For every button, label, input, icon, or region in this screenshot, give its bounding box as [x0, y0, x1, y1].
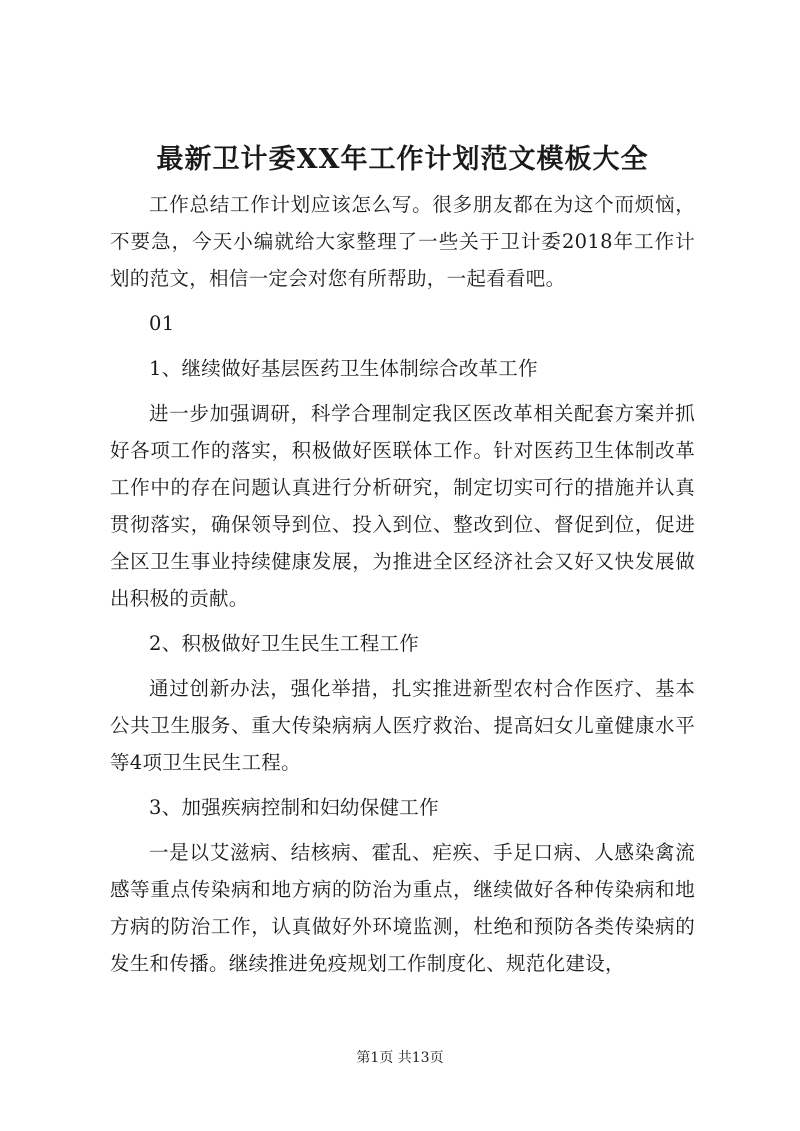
section-number: 01: [149, 312, 175, 335]
document-title: 最新卫计委XX年工作计划范文模板大全: [156, 144, 649, 175]
section-heading-3: 3、加强疾病控制和妇幼保健工作: [149, 796, 439, 819]
section-heading-2: 2、积极做好卫生民生工程工作: [149, 632, 420, 655]
page-footer: 第1页 共13页: [356, 1050, 444, 1066]
section-body-2: 通过创新办法，强化举措，扎实推进新型农村合作医疗、基本公共卫生服务、重大传染病病人医疗救治、提高妇女儿童健康水平等4项卫生民生工程。: [110, 677, 695, 774]
intro-paragraph: 工作总结工作计划应该怎么写。很多朋友都在为这个而烦恼，不要急，今天小编就给大家整理了一些关于卫计委2018年工作计划的范文，相信一定会对您有所帮助，一起看看吧。: [110, 193, 695, 290]
section-heading-1: 1、继续做好基层医药卫生体制综合改革工作: [149, 357, 538, 380]
document-page: [110, 138, 695, 990]
section-body-3: 一是以艾滋病、结核病、霍乱、疟疾、手足口病、人感染禽流感等重点传染病和地方病的防治为重点，继续做好各种传染病和地方病的防治工作，认真做好外环境监测，杜绝和预防各类传染病的发生和传播。继续推进免疫规划工作制度化、规范化建设，: [110, 841, 695, 975]
section-body-1: 进一步加强调研，科学合理制定我区医改革相关配套方案并抓好各项工作的落实，积极做好医联体工作。针对医药卫生体制改革工作中的存在问题认真进行分析研究，制定切实可行的措施并认真贯彻落实，确保领导到位、投入到位、整改到位、督促到位，促进全区卫生事业持续健康发展，为推进全区经济社会又好又快发展做出积极的贡献。: [110, 402, 695, 610]
